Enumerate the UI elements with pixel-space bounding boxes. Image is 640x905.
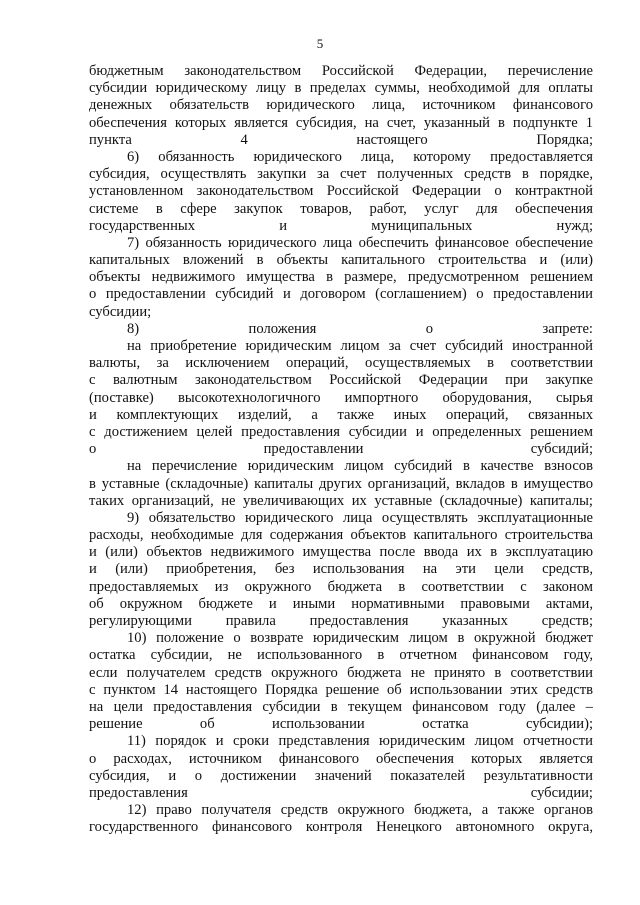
text-line: и (или) приобретения, без использования на эти цели средств,: [89, 561, 593, 578]
text-line: о предоставлении субсидий и договором (соглашением) о предоставлении: [89, 286, 593, 303]
text-line: субсидия, осуществлять закупки за счет полученных средств в порядке,: [89, 166, 593, 183]
text-line: 12) право получателя средств окружного бюджета, а также органов: [127, 802, 593, 819]
text-line: таких организаций, не увеличивающих их уставные (складочные) капиталы;: [89, 492, 593, 509]
text-line: решение об использовании остатка субсидии);: [89, 716, 593, 733]
text-line: если получателем средств окружного бюджета не принято в соответствии: [89, 664, 593, 681]
text-line: с пунктом 14 настоящего Порядка решение об использовании этих средств: [89, 681, 593, 698]
text-line: государственного финансового контроля Ненецкого автономного округа,: [89, 819, 593, 836]
text-line: 9) обязательство юридического лица осуществлять эксплуатационные: [127, 509, 593, 526]
text-line: 7) обязанность юридического лица обеспечить финансовое обеспечение: [127, 234, 593, 251]
text-line: 10) положение о возврате юридическим лицом в окружной бюджет: [127, 630, 593, 647]
text-line: обеспечения которых является субсидия, на счет, указанный в подпункте 1: [89, 114, 593, 131]
text-line: о расходах, источником финансового обеспечения которых является: [89, 750, 593, 767]
text-line: системе в сфере закупок товаров, работ, услуг для обеспечения: [89, 200, 593, 217]
text-line: (поставке) высокотехнологичного импортного оборудования, сырья: [89, 389, 593, 406]
text-line: о предоставлении субсидий;: [89, 441, 593, 458]
text-line: предоставляемых из окружного бюджета в соответствии с законом: [89, 578, 593, 595]
text-line: государственных и муниципальных нужд;: [89, 217, 593, 234]
text-line: объекты недвижимого имущества в размере, предусмотренном решением: [89, 269, 593, 286]
text-line: об окружном бюджете и иными нормативными правовыми актами,: [89, 595, 593, 612]
text-line: и (или) объектов недвижимого имущества после ввода их в эксплуатацию: [89, 544, 593, 561]
text-line: остатка субсидии, не использованного в отчетном финансовом году,: [89, 647, 593, 664]
text-line: капитальных вложений в объекты капитального строительства и (или): [89, 252, 593, 269]
text-line: установленном законодательством Российской Федерации о контрактной: [89, 183, 593, 200]
text-line: с достижением целей предоставления субсидии и определенных решением: [89, 423, 593, 440]
text-line: субсидии;: [89, 303, 152, 320]
text-line: субсидия, и о достижении значений показателей результативности: [89, 767, 593, 784]
text-line: расходы, необходимые для содержания объектов капитального строительства: [89, 527, 593, 544]
text-line: денежных обязательств юридического лица, источником финансового: [89, 97, 593, 114]
text-line: валюты, за исключением операций, осуществляемых в соответствии: [89, 355, 593, 372]
text-line: и комплектующих изделий, а также иных операций, связанных: [89, 406, 593, 423]
page-number: 5: [316, 36, 324, 51]
text-line: с валютным законодательством Российской Федерации при закупке: [89, 372, 593, 389]
text-line: субсидии юридическому лицу в пределах суммы, необходимой для оплаты: [89, 80, 593, 97]
text-line: на цели предоставления субсидии в текущем финансовом году (далее –: [89, 698, 593, 715]
text-line: 6) обязанность юридического лица, которому предоставляется: [127, 148, 593, 165]
text-line: бюджетным законодательством Российской Федерации, перечисление: [89, 63, 593, 79]
document-body: [89, 63, 593, 836]
text-line: в уставные (складочные) капиталы других организаций, вкладов в имущество: [89, 475, 593, 492]
text-line: на приобретение юридическим лицом за счет субсидий иностранной: [127, 338, 593, 354]
text-line: регулирующими правила предоставления указанных средств;: [89, 613, 593, 629]
text-line: предоставления субсидии;: [89, 784, 593, 801]
text-line: 11) порядок и сроки представления юридическим лицом отчетности: [127, 733, 593, 750]
text-line: на перечисление юридическим лицом субсидий в качестве взносов: [127, 458, 593, 475]
text-line: пункта 4 настоящего Порядка;: [89, 131, 593, 148]
text-line: 8) положения о запрете:: [127, 320, 593, 337]
